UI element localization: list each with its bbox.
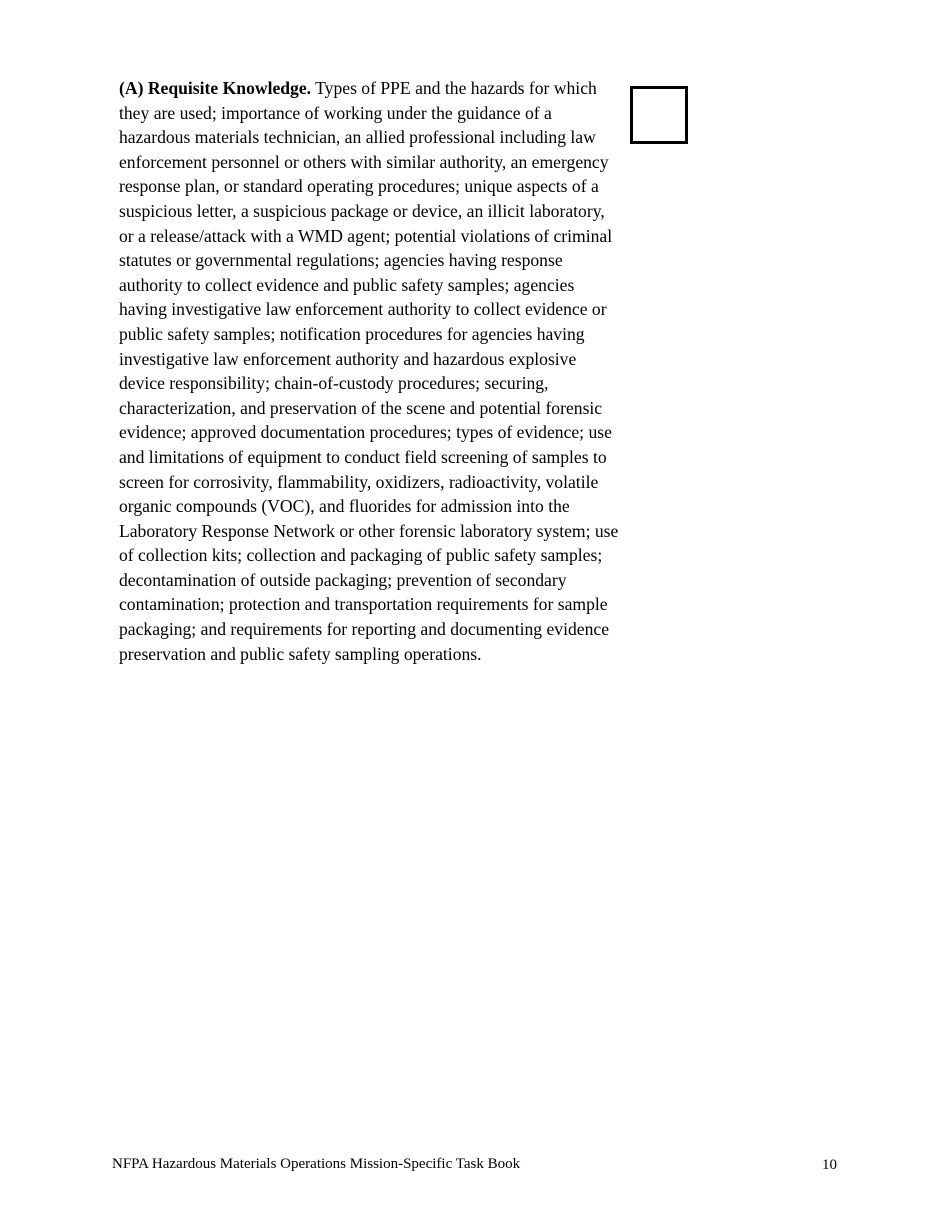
section-lead-heading: (A) Requisite Knowledge. [119, 78, 312, 98]
footer-page-number: 10 [822, 1157, 837, 1173]
completion-checkbox[interactable] [630, 86, 688, 144]
section-body-text: Types of PPE and the hazards for which they are used; importance of working under the guidance of a hazardous materials technician, an allied professional including law enforcement personnel or others with similar authority, an emergency response plan, or standard operating procedures; unique aspects of a suspicious letter, a suspicious package or device, an illicit laboratory, or a release/attack with a WMD agent; potential violations of criminal statutes or governmental regulations; agencies having response authority to collect evidence and public safety samples; agencies having investigative law enforcement authority to collect evidence or public safety samples; notification procedures for agencies having investigative law enforcement authority and hazardous explosive device responsibility; chain-of-custody procedures; securing, characterization, and preservation of the scene and potential forensic evidence; approved documentation procedures; types of evidence; use and limitations of equipment to conduct field screening of samples to screen for corrosivity, flammability, oxidizers, radioactivity, volatile organic compounds (VOC), and fluorides for admission into the Laboratory Response Network or other forensic laboratory system; use of collection kits; collection and packaging of public safety samples; decontamination of outside packaging; prevention of secondary contamination; protection and transportation requirements for sample packaging; and requirements for reporting and documenting evidence preservation and public safety sampling operations. [119, 78, 619, 664]
requisite-knowledge-paragraph [119, 76, 619, 666]
footer-document-title: NFPA Hazardous Materials Operations Mission-Specific Task Book [112, 1156, 521, 1172]
